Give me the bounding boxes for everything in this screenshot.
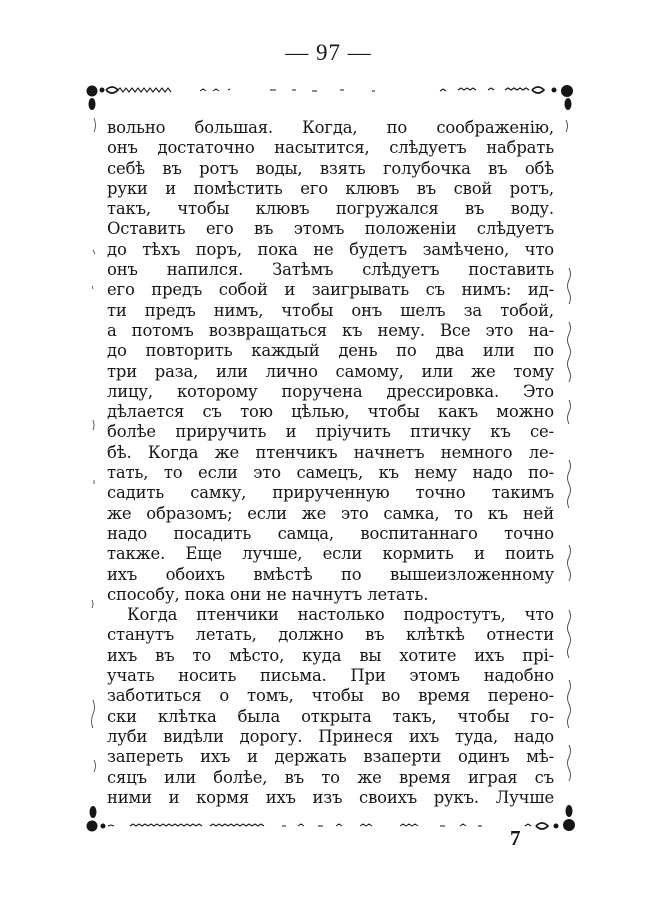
body-text xyxy=(107,118,554,808)
text-line: дѣлается съ тою цѣлью, чтобы какъ можно xyxy=(107,402,554,422)
text-line: болѣе приручить и пріучить птичку къ се- xyxy=(107,422,554,442)
text-line: а потомъ возвращаться къ нему. Все это на- xyxy=(107,320,554,340)
text-line: луби видѣли дорогу. Принеся ихъ туда, надо xyxy=(107,726,554,746)
text-line: заботиться о томъ, чтобы во время перено- xyxy=(107,686,554,706)
text-line: ски клѣтка была открыта такъ, чтобы го- xyxy=(107,706,554,726)
text-line: три раза, или лично самому, или же тому xyxy=(107,361,554,381)
text-line: онъ достаточно насытится, слѣдуетъ набрать xyxy=(107,138,554,158)
page-number: — 97 — xyxy=(285,40,372,65)
text-line: такъ, чтобы клювъ погружался въ воду. xyxy=(107,199,554,219)
text-line: запереть ихъ и держать взаперти одинъ мѣ- xyxy=(107,747,554,767)
text-line: ти предъ нимъ, чтобы онъ шелъ за тобой, xyxy=(107,300,554,320)
text-line: лицу, которому поручена дрессировка. Это xyxy=(107,381,554,401)
text-line: садить самку, прирученную точно такимъ xyxy=(107,483,554,503)
right-border-ornament xyxy=(566,120,571,781)
text-line: же образомъ; если же это самка, то къ ней xyxy=(107,503,554,523)
bottom-border-ornament xyxy=(87,805,576,832)
text-line: до повторить каждый день по два или по xyxy=(107,341,554,361)
text-line: ними и кормя ихъ изъ своихъ рукъ. Лучше xyxy=(107,787,554,807)
text-line: ихъ въ то мѣсто, куда вы хотите ихъ прі- xyxy=(107,645,554,665)
text-line-paragraph-start: Когда птенчики настолько подростутъ, что xyxy=(127,605,554,625)
text-line: станутъ летать, должно въ клѣткѣ отнести xyxy=(107,625,554,645)
text-line: надо посадить самца, воспитаннаго точно xyxy=(107,523,554,543)
text-line: онъ напился. Затѣмъ слѣдуетъ поставить xyxy=(107,260,554,280)
text-line: его предъ собой и заигрывать съ нимъ: ид- xyxy=(107,280,554,300)
text-line: руки и помѣстить его клювъ въ свой ротъ, xyxy=(107,178,554,198)
left-border-ornament xyxy=(92,118,96,772)
text-line: тать, то если это самецъ, къ нему надо по- xyxy=(107,463,554,483)
text-line: сяцъ или болѣе, въ то же время играя съ xyxy=(107,767,554,787)
text-line: способу, пока они не начнутъ летать. xyxy=(107,584,429,604)
text-line: бѣ. Когда же птенчикъ начнетъ немного ле- xyxy=(107,442,554,462)
top-border-ornament xyxy=(87,85,574,110)
text-line: также. Еще лучше, если кормить и поить xyxy=(107,544,554,564)
text-line: ихъ обоихъ вмѣстѣ по вышеизложенному xyxy=(107,564,554,584)
text-line: до тѣхъ поръ, пока не будетъ замѣчено, что xyxy=(107,239,554,259)
text-line: вольно большая. Когда, по соображенію, xyxy=(107,118,554,137)
text-line: себѣ въ ротъ воды, взять голубочка въ обѣ xyxy=(107,158,554,178)
text-line: учать носить письма. При этомъ надобно xyxy=(107,666,554,686)
signature-mark: 7 xyxy=(510,826,521,850)
text-line: Оставить его въ этомъ положеніи слѣдуетъ xyxy=(107,219,554,239)
